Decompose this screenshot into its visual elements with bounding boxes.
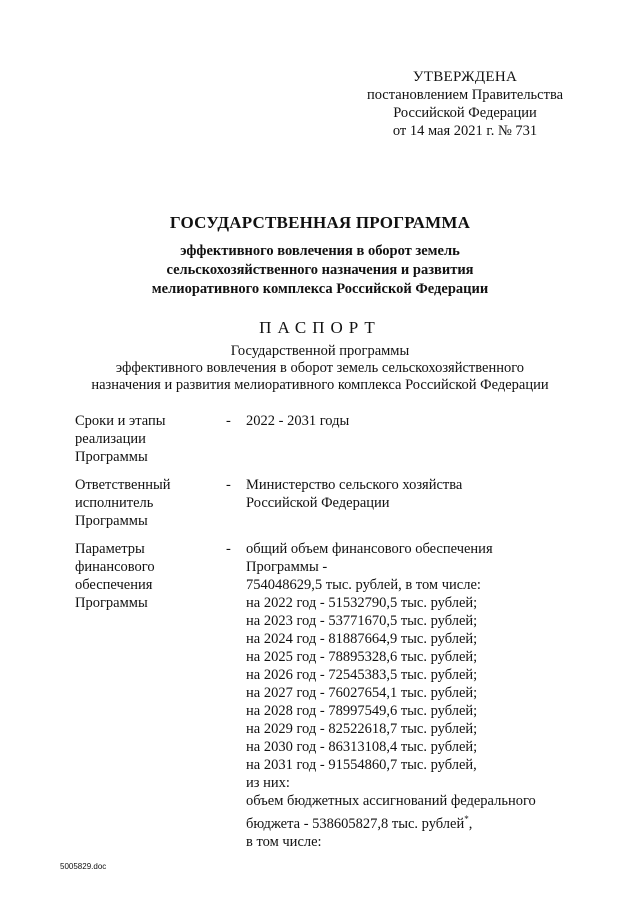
value-line: из них: [246,775,290,791]
label-line: Программы [75,595,148,611]
row-dash: - [226,413,231,429]
row-value [246,412,576,430]
row-label [75,412,215,466]
row-dash: - [226,541,231,557]
passport-line: Государственной программы [230,343,410,359]
footnote-mark: * [464,814,469,824]
program-title-line: мелиоративного комплекса Российской Федерации [151,281,489,297]
footnote-comma: , [468,815,473,832]
value-line: общий объем финансового обеспечения [246,541,493,557]
approval-line: постановлением Правительства [366,87,564,103]
value-line: 754048629,5 тыс. рублей, в том числе: [246,577,481,593]
value-line: на 2027 год - 76027654,1 тыс. рублей; [246,685,478,701]
value-line: Министерство сельского хозяйства [246,477,463,493]
value-line: Российской Федерации [246,495,390,511]
label-line: Программы [75,449,148,465]
value-line: объем бюджетных ассигнований федерального [246,793,536,809]
label-line: финансового [75,559,155,575]
value-line: на 2029 год - 82522618,7 тыс. рублей; [246,721,478,737]
value-line: на 2026 год - 72545383,5 тыс. рублей; [246,667,478,683]
label-line: Параметры [75,541,145,557]
label-line: исполнитель [75,495,154,511]
program-title-line: сельскохозяйственного назначения и развития [166,262,474,278]
value-line: на 2024 год - 81887664,9 тыс. рублей; [246,631,478,647]
value-text: бюджета - 538605827,8 тыс. рублей [246,815,465,832]
program-title-line: эффективного вовлечения в оборот земель [180,243,460,259]
program-title [0,213,640,299]
approval-line: Российской Федерации [393,105,537,121]
value-line: в том числе: [246,833,322,850]
value-line: на 2023 год - 53771670,5 тыс. рублей; [246,613,478,629]
value-line: на 2025 год - 78895328,6 тыс. рублей; [246,649,478,665]
value-line: Программы - [246,559,328,575]
value-line: на 2031 год - 91554860,7 тыс. рублей, [246,757,477,773]
row-label [75,476,215,530]
row-value [246,476,576,512]
passport-header [0,318,640,394]
value-line: на 2028 год - 78997549,6 тыс. рублей; [246,703,478,719]
value-line-with-footnote [246,810,576,833]
value-line: на 2030 год - 86313108,4 тыс. рублей; [246,739,478,755]
label-line: обеспечения [75,577,153,593]
row-label [75,540,215,612]
label-line: реализации [75,431,146,447]
label-line: Сроки и этапы [75,413,166,429]
file-name-footer: 5005829.doc [60,862,107,871]
row-dash: - [226,477,231,493]
label-line: Программы [75,513,148,529]
approval-stamp [340,68,590,140]
label-line: Ответственный [75,477,171,493]
approval-line: от 14 мая 2021 г. № 731 [392,123,538,139]
row-value [246,540,576,851]
passport-heading: ПАСПОРТ [259,318,381,337]
passport-line: назначения и развития мелиоративного комплекса Российской Федерации [91,377,549,393]
program-heading: ГОСУДАРСТВЕННАЯ ПРОГРАММА [169,213,471,232]
value-line: на 2022 год - 51532790,5 тыс. рублей; [246,595,478,611]
approval-title: УТВЕРЖДЕНА [412,69,518,85]
value-line: 2022 - 2031 годы [246,413,350,429]
passport-line: эффективного вовлечения в оборот земель сельскохозяйственного [115,360,525,376]
